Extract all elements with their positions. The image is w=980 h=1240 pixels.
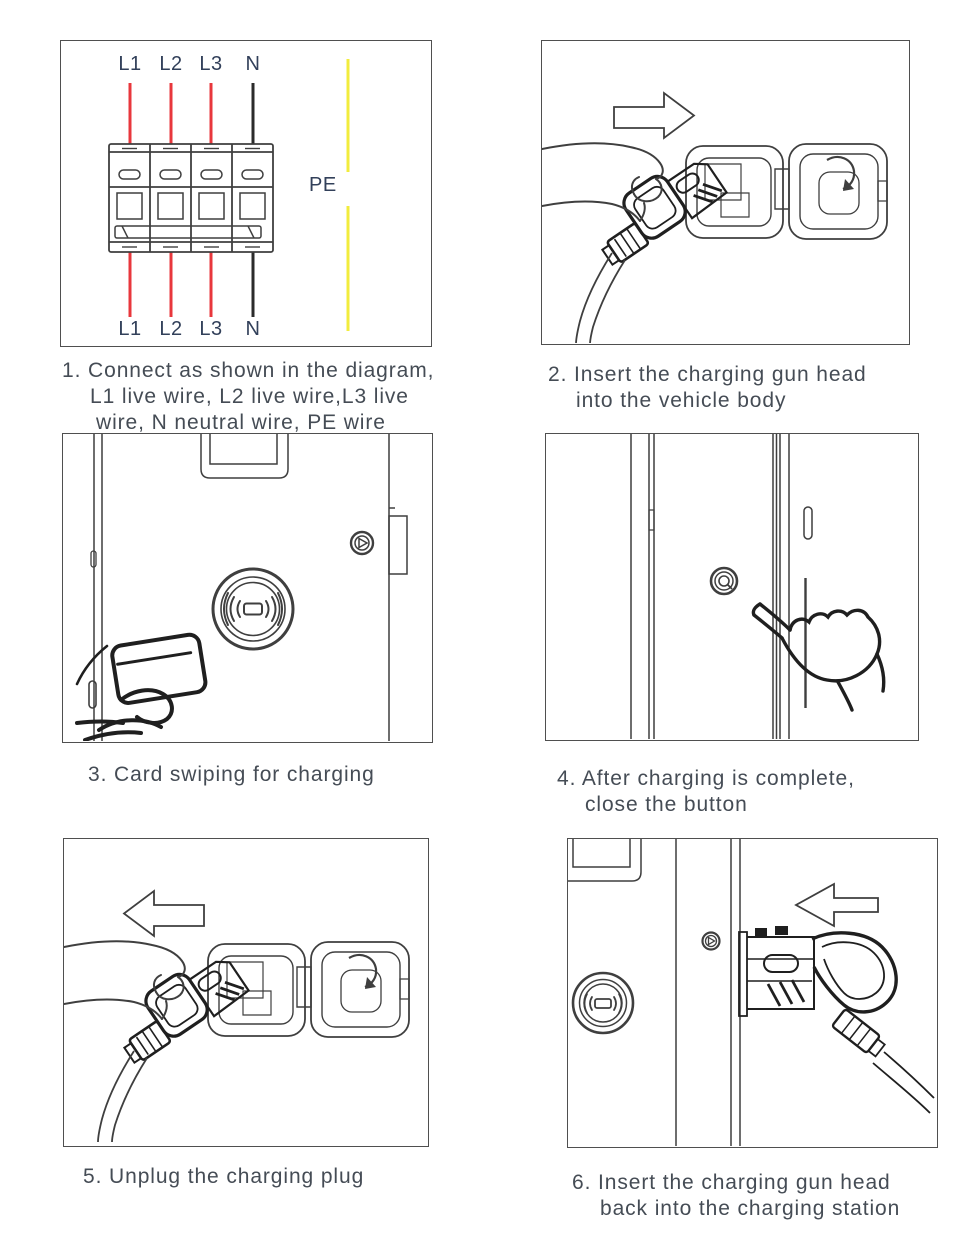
cable-icon (873, 1052, 934, 1113)
rotate-arrow-icon (827, 157, 854, 189)
wire-label-n-top: N (245, 53, 261, 75)
arrow-right-icon (614, 93, 694, 138)
caption-line: close the button (585, 793, 748, 816)
caption-step-1 (62, 358, 434, 436)
panel-card-swiping (62, 433, 433, 743)
wire-label-l1-bottom: L1 (118, 318, 142, 340)
caption-step-5 (83, 1164, 364, 1190)
caption-step-4 (557, 766, 855, 818)
unplug-gun-art (64, 839, 427, 1145)
gun-and-port-icon (542, 143, 887, 343)
live-wires-top-icon (130, 83, 211, 144)
caption-line: 1. Connect as shown in the diagram, (62, 359, 435, 382)
caption-line: 2. Insert the charging gun head (548, 363, 867, 386)
wire-label-l2-top: L2 (159, 53, 183, 75)
wire-label-l2-bottom: L2 (159, 318, 183, 340)
charge-stop-button-icon (711, 568, 737, 594)
rfid-reader-icon (213, 569, 293, 649)
insert-gun-art (542, 41, 908, 343)
caption-line: 6. Insert the charging gun head (572, 1171, 891, 1194)
station-face-icon (89, 434, 407, 741)
wire-label-pe: PE (309, 174, 337, 196)
caption-line: wire, N neutral wire, PE wire (96, 411, 386, 434)
live-wires-bottom-icon (130, 252, 211, 317)
caption-line: 3. Card swiping for charging (88, 763, 375, 786)
indicator-light-icon (703, 933, 720, 950)
caption-line: 5. Unplug the charging plug (83, 1165, 365, 1188)
rfid-reader-icon (573, 973, 633, 1033)
indicator-light-icon (351, 532, 373, 554)
caption-step-3 (88, 762, 375, 788)
caption-line: into the vehicle body (576, 389, 787, 412)
card-swiping-art (63, 434, 431, 741)
wire-label-n-bottom: N (245, 318, 261, 340)
charging-gun-docked-icon (739, 926, 934, 1113)
cable-gland-icon (832, 1009, 887, 1059)
caption-line: L1 live wire, L2 live wire,L3 live (90, 385, 409, 408)
station-face-icon (568, 839, 740, 1146)
caption-step-2 (548, 362, 867, 414)
cable-icon (576, 253, 625, 343)
caption-step-6 (572, 1170, 900, 1222)
panel-close-button (545, 433, 919, 741)
vehicle-body-panels-icon (631, 434, 812, 739)
return-gun-art (568, 839, 936, 1146)
breaker-diagram-art (61, 41, 430, 345)
panel-unplug-gun (63, 838, 429, 1147)
caption-line: back into the charging station (600, 1197, 901, 1220)
caption-line: 4. After charging is complete, (557, 767, 855, 790)
wire-label-l1-top: L1 (118, 53, 142, 75)
panel-return-gun (567, 838, 938, 1148)
wire-label-l3-top: L3 (199, 53, 223, 75)
arrow-left-icon (124, 891, 204, 936)
close-button-art (546, 434, 917, 739)
circuit-breaker-icon (109, 144, 273, 252)
port-flap-icon (789, 144, 887, 239)
panel-wiring-diagram (60, 40, 432, 347)
wire-label-l3-bottom: L3 (199, 318, 223, 340)
breaker-interlock-bar-icon (115, 226, 261, 238)
arrow-left-icon (796, 884, 878, 926)
panel-insert-gun (541, 40, 910, 345)
charging-gun-icon (584, 148, 727, 270)
